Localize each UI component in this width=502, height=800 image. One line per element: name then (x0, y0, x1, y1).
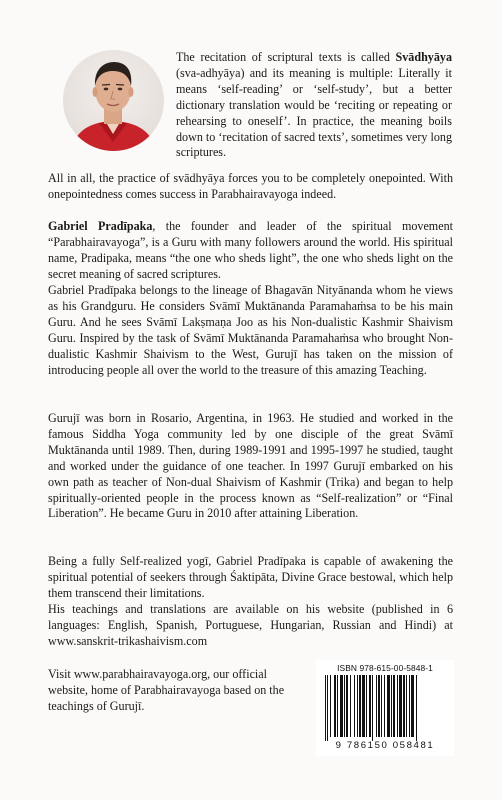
barcode-bar (357, 675, 358, 737)
author-intro-text: , the founder and leader of the spiritual movement “Parabhairavayoga”, is a Guru with many followers around the world. His spiritual name, Pradipaka, means “the one who sheds light”, the one who sheds light on the secret meaning of sacred scriptures. (48, 219, 453, 281)
biography-paragraph: Gurujī was born in Rosario, Argentina, in 1963. He studied and worked in the famous Siddha Yoga community led by one disciple of the great Svāmī Muktānanda until 1989. Then, during 1989-1991 and 1995-1997 he studied, taught and worked under the guidance of one teacher. In 1997 Gurujī embarked on his own path as teacher of Non-dual Shaivism of Kashmir (Trika) and began to help spiritually-oriented people in the process known as “Self-realization” or “Final Liberation”. He became Guru in 2010 after attaining Liberation. (48, 411, 453, 521)
barcode-bar (393, 675, 395, 737)
barcode-bar (344, 675, 345, 737)
isbn-barcode (316, 660, 454, 756)
barcode-bar (416, 675, 417, 741)
author-portrait (63, 50, 164, 151)
barcode-bar (411, 675, 414, 737)
intro-text-after: (sva-adhyāya) and its meaning is multiple: Literally it means ‘self-reading’ or ‘self-study’, but a better dictionary translation would be ‘reciting or repeating or rehearsing to oneself’. In practice, the meaning boils down to ‘recitation of sacred texts’, sometimes very long scriptures. (176, 65, 452, 160)
official-website-paragraph: Visit www.parabhairavayoga.org, our official website, home of Parabhairavayoga based on the teachings of Gurujī. (48, 667, 285, 713)
author-name: Gabriel Pradīpaka (48, 219, 153, 233)
barcode-bar (337, 675, 338, 737)
barcode-bar (366, 675, 367, 737)
barcode-bar (354, 675, 355, 737)
barcode-bar (359, 675, 361, 737)
barcode-bar (378, 675, 380, 737)
barcode-bar (384, 675, 385, 737)
author-intro-paragraph (48, 219, 453, 283)
barcode-bar (334, 675, 336, 737)
barcode-bar (406, 675, 407, 737)
barcode-bar (372, 675, 373, 741)
onepointedness-paragraph: All in all, the practice of svādhyāya forces you to be completely onepointed. With onepointedness comes success in Parabhairavayoga indeed. (48, 171, 453, 201)
barcode-bar (327, 675, 328, 741)
barcode-bar (403, 675, 405, 737)
barcode-bar (381, 675, 382, 737)
isbn-label: ISBN 978-615-00-5848-1 (337, 663, 433, 673)
barcode-bar (387, 675, 390, 737)
intro-paragraph (176, 50, 452, 161)
barcode-bar (399, 675, 402, 737)
lineage-paragraph: Gabriel Pradīpaka belongs to the lineage of Bhagavān Nityānanda whom he views as his Grandguru. He considers Svāmī Muktānanda Paramahaṁsa to be his main Guru. And he sees Svāmī Lakṣmaṇa Joo as his Non-dualistic Kashmir Shaivism Guru. Inspired by the task of Svāmī Muktānanda Paramahaṁsa who brought Non-dualistic Kashmir Shaivism to the West, Gurujī has taken on the mission of introducing people all over the world to the treasure of this amazing Teaching. (48, 283, 453, 377)
barcode-digits: 9 786150 058481 (335, 740, 435, 751)
barcode-bar (350, 675, 351, 737)
barcode-bar (325, 675, 326, 741)
barcode-bar (362, 675, 365, 737)
barcode-bar (409, 675, 410, 737)
barcode-bar (376, 675, 377, 737)
self-realized-paragraph: Being a fully Self-realized yogī, Gabriel Pradīpaka is capable of awakening the spiritual potential of seekers through Śaktipāta, Divine Grace bestowal, which help them transcend their limitations. (48, 554, 453, 600)
barcode-bars (325, 675, 445, 741)
barcode-bar (346, 675, 348, 737)
barcode-bar (340, 675, 343, 737)
barcode-bar (391, 675, 392, 737)
barcode-bar (330, 675, 331, 737)
barcode-bar (397, 675, 398, 737)
svadhyaya-term: Svādhyāya (395, 50, 452, 64)
website-paragraph: His teachings and translations are available on his website (published in 6 languages: English, Spanish, Portuguese, Hungarian, Russian and Hindi) at www.sanskrit-trikashaivism.com (48, 602, 453, 648)
intro-text-before: The recitation of scriptural texts is called (176, 50, 396, 64)
barcode-bar (369, 675, 371, 737)
